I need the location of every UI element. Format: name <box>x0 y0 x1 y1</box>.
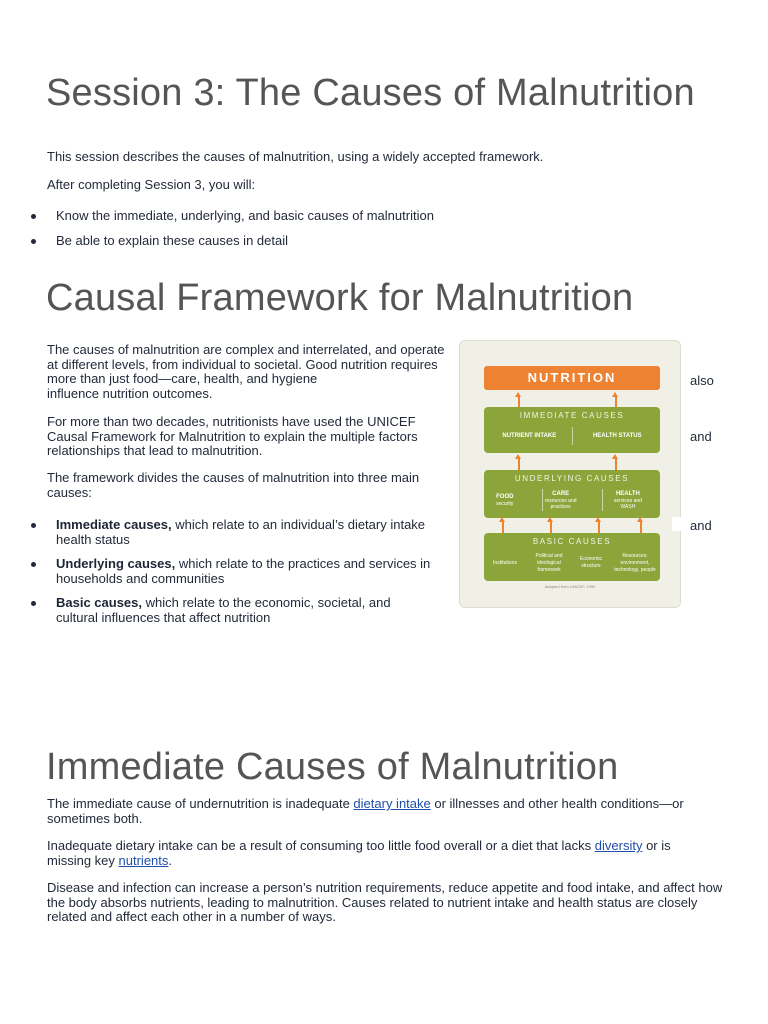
nutrient-intake-label: NUTRIENT INTAKE <box>502 432 557 439</box>
text-run: missing key <box>47 852 119 868</box>
objective-1: Know the immediate, underlying, and basic causes of malnutrition <box>56 208 434 223</box>
food-security-label <box>496 494 513 507</box>
arrow-up-icon <box>518 458 520 470</box>
arrow-up-icon <box>502 521 504 533</box>
nutrition-box: NUTRITION <box>484 366 660 390</box>
framework-paragraph-3: The framework divides the causes of malnutrition into three main causes: <box>47 470 420 500</box>
cause-label: Basic causes, <box>56 595 143 610</box>
arrow-up-icon <box>615 458 617 470</box>
basic-causes-title: BASIC CAUSES <box>532 537 612 546</box>
care-label-group <box>538 491 584 510</box>
diagram-credit: Adapted from UNICEF, 1990 <box>544 584 596 589</box>
health-status-label: HEALTH STATUS <box>592 432 642 439</box>
care-label: CARE <box>552 490 570 497</box>
framework-p1-side: also <box>690 373 714 388</box>
text-run: . <box>168 852 173 868</box>
framework-paragraph-2: For more than two decades, nutritionists have used the UNICEF Causal Framework for Malnutrition to explain the multiple factors <box>47 414 418 444</box>
arrow-up-icon <box>550 521 552 533</box>
immediate-paragraph-1 <box>47 797 684 826</box>
resources-label: Resources: environment, technology, people <box>614 552 656 573</box>
arrow-up-icon <box>615 396 617 407</box>
cause-text-2: health status <box>56 531 130 547</box>
bullet-dot <box>31 562 36 567</box>
health-label: HEALTH <box>615 490 640 497</box>
food-sub: security <box>496 500 514 507</box>
immediate-causes-box <box>484 407 660 453</box>
cause-bullet-immediate <box>56 518 456 547</box>
basic-causes-box <box>484 533 660 581</box>
food-label: FOOD <box>496 493 514 500</box>
cause-text: which relate to an individual’s dietary intake <box>171 517 426 532</box>
framework-p2-end: relationships that lead to malnutrition. <box>47 443 263 458</box>
framework-p2-side: and <box>690 429 712 444</box>
health-sub: services and WASH <box>613 497 642 510</box>
bullet-dot <box>31 214 36 219</box>
immediate-title: Immediate Causes of Malnutrition <box>46 746 619 788</box>
cause-text-2: cultural influences that affect nutrition <box>56 609 271 625</box>
framework-p1-end: influence nutrition outcomes. <box>47 386 213 401</box>
framework-paragraph-1: The causes of malnutrition are complex and interrelated, and operate at different levels, from individual to societal. Good nutrition requires more than just food—care, health, and hygiene <box>47 342 445 386</box>
text-run: Inadequate dietary intake can be a result of consuming too little food overall or a diet that lacks <box>47 838 595 853</box>
objective-2: Be able to explain these causes in detail <box>56 233 288 248</box>
immediate-paragraph-3: Disease and infection can increase a person’s nutrition requirements, reduce appetite and food intake, and affect how the body absorbs nutrients, leading to malnutrition. Causes related to nutrient intake and health status are closely related and affect each other in a number of ways. <box>47 880 723 924</box>
cause-bullet-side: and <box>690 518 712 533</box>
text-run: sometimes both. <box>47 810 143 826</box>
underlying-causes-title: UNDERLYING CAUSES <box>514 474 630 483</box>
bullet-dot <box>31 523 36 528</box>
immediate-paragraph-2 <box>47 839 671 868</box>
care-sub: resources and practices <box>544 497 577 510</box>
cause-bullet-basic <box>56 596 456 625</box>
text-run: or illnesses and other health conditions—or <box>430 796 684 811</box>
cause-bullet-underlying <box>56 557 456 586</box>
framework-title: Causal Framework for Malnutrition <box>46 277 634 319</box>
cause-label: Underlying causes, <box>56 556 176 571</box>
image-edge <box>672 517 686 531</box>
nutrients-link[interactable]: nutrients <box>118 852 169 868</box>
health-label-group <box>608 491 648 510</box>
cause-label: Immediate causes, <box>56 517 172 532</box>
cause-text-2: households and communities <box>56 570 225 586</box>
diversity-link[interactable]: diversity <box>594 838 643 853</box>
causal-framework-diagram <box>459 340 681 608</box>
economic-structure-label: Economic structure <box>580 556 602 569</box>
cause-text: which relate to the practices and services in <box>175 556 431 571</box>
immediate-causes-title: IMMEDIATE CAUSES <box>519 411 625 420</box>
arrow-up-icon <box>598 521 600 533</box>
arrow-up-icon <box>518 396 520 407</box>
session-after: After completing Session 3, you will: <box>47 177 256 192</box>
institutions-label: Institutions <box>493 559 517 566</box>
bullet-dot <box>31 239 36 244</box>
text-run: or is <box>642 838 671 853</box>
session-intro: This session describes the causes of malnutrition, using a widely accepted framework. <box>47 149 544 164</box>
underlying-causes-box <box>484 470 660 518</box>
session-title: Session 3: The Causes of Malnutrition <box>46 72 695 114</box>
dietary-intake-link[interactable]: dietary intake <box>353 796 431 811</box>
text-run: The immediate cause of undernutrition is inadequate <box>47 796 354 811</box>
political-framework-label: Political and ideological framework <box>535 552 563 573</box>
bullet-dot <box>31 601 36 606</box>
arrow-up-icon <box>640 521 642 533</box>
cause-text: which relate to the economic, societal, and <box>142 595 391 610</box>
